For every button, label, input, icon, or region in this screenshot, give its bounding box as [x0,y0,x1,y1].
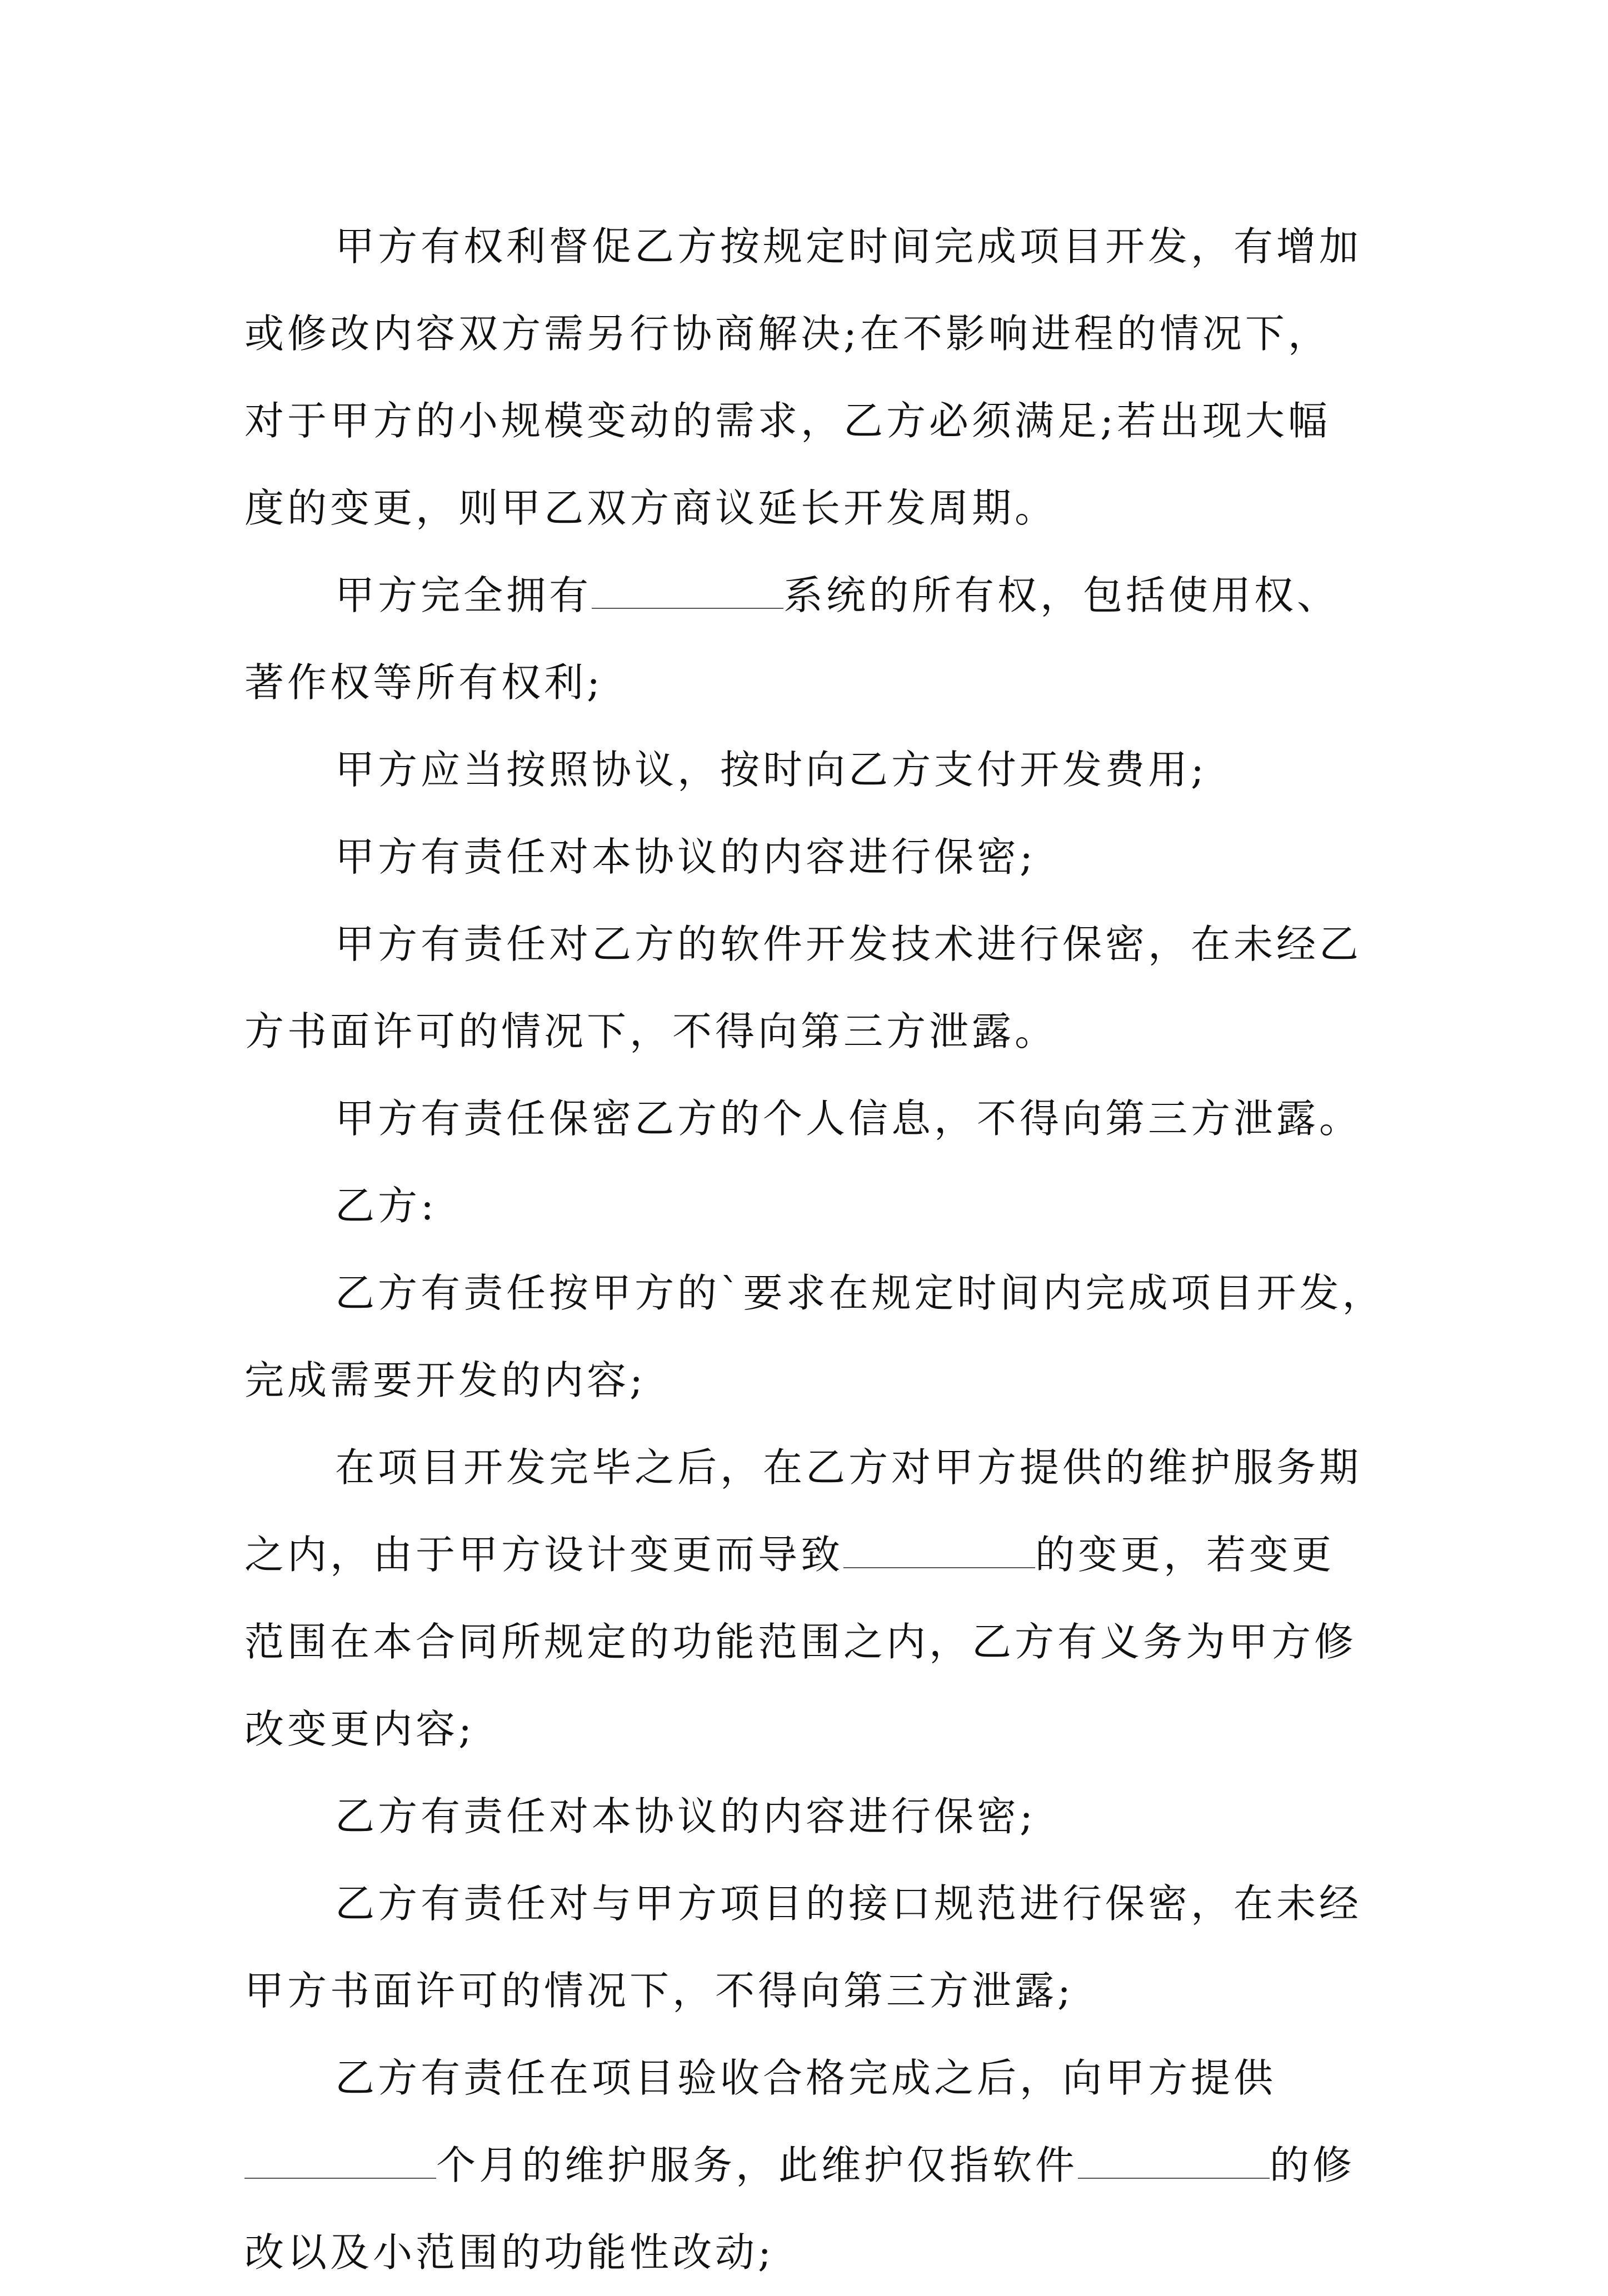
text-segment: 之内，由于甲方设计变更而导致 [244,1532,844,1578]
text-segment: 的变更，若变更 [1035,1532,1335,1578]
text-segment: 个月的维护服务，此维护仅指软件 [436,2142,1078,2188]
paragraph-line: 对于甲方的小规模变动的需求，乙方必须满足;若出现大幅 [244,398,1331,444]
paragraph-line: 乙方有责任按甲方的`要求在规定时间内完成项目开发， [335,1270,1385,1316]
document-body [244,203,1384,2296]
fill-in-blank[interactable] [843,1534,1035,1568]
paragraph-line: 甲方有责任对本协议的内容进行保密; [335,834,1036,880]
text-segment: 系统的所有权，包括使用权、 [783,572,1340,618]
paragraph-line [244,552,1384,639]
fill-in-blank[interactable] [592,574,783,609]
text-segment: 的修 [1270,2142,1356,2188]
paragraph-line: 甲方应当按照协议，按时向乙方支付开发费用; [335,747,1207,793]
paragraph-line: 乙方有责任对本协议的内容进行保密; [335,1793,1036,1839]
paragraph-line: 完成需要开发的内容; [244,1357,646,1403]
paragraph-line: 乙方有责任在项目验收合格完成之后，向甲方提供 [335,2055,1277,2101]
paragraph-line: 方书面许可的情况下，不得向第三方泄露。 [244,1008,1058,1054]
paragraph-line [244,2122,1384,2209]
paragraph-line: 改变更内容; [244,1706,475,1752]
paragraph-line [244,1511,1384,1598]
paragraph-line: 甲方有责任保密乙方的个人信息，不得向第三方泄露。 [335,1096,1362,1142]
fill-in-blank[interactable] [244,2144,436,2179]
paragraph-line: 乙方有责任对与甲方项目的接口规范进行保密，在未经 [335,1880,1362,1927]
paragraph-line: 甲方有责任对乙方的软件开发技术进行保密，在未经乙 [335,921,1362,967]
paragraph-line: 甲方有权利督促乙方按规定时间完成项目开发，有增加 [335,223,1362,269]
paragraph-line: 或修改内容双方需另行协商解决;在不影响进程的情况下， [244,311,1331,357]
text-segment: 甲方完全拥有 [335,572,592,618]
paragraph-line: 改以及小范围的功能性改动; [244,2229,775,2275]
section-heading: 乙方: [335,1183,437,1229]
paragraph-line: 范围在本合同所规定的功能范围之内，乙方有义务为甲方修 [244,1619,1357,1665]
paragraph-line: 著作权等所有权利; [244,659,603,706]
fill-in-blank[interactable] [1078,2144,1270,2179]
paragraph-line: 在项目开发完毕之后，在乙方对甲方提供的维护服务期 [335,1444,1362,1490]
paragraph-line: 甲方书面许可的情况下，不得向第三方泄露; [244,1968,1074,2014]
paragraph-line: 度的变更，则甲乙双方商议延长开发周期。 [244,485,1058,531]
